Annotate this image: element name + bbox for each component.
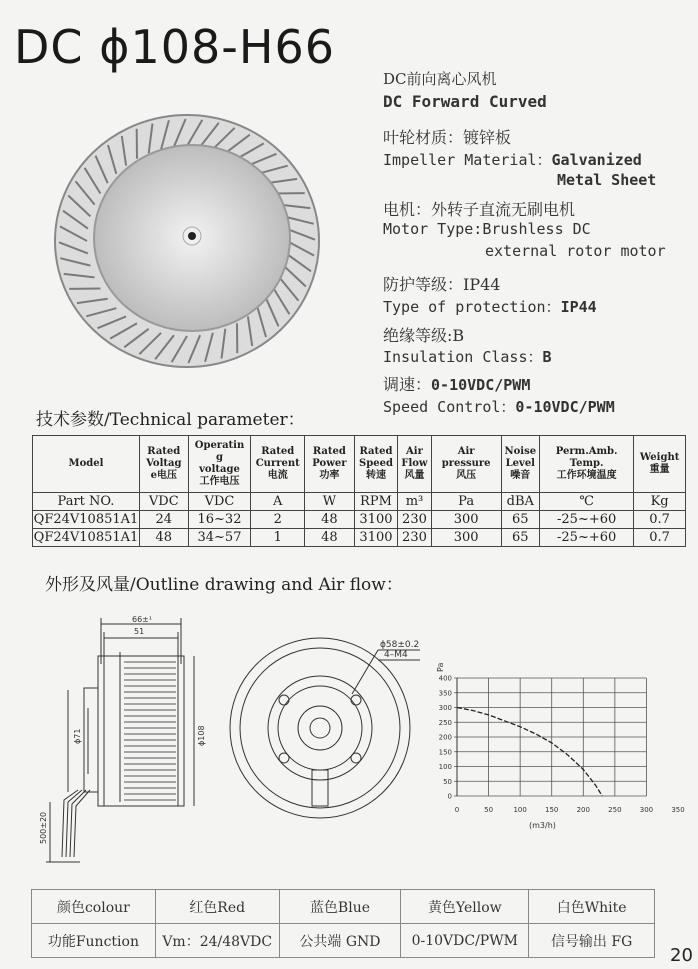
colour-table-cell: Vm：24/48VDC [155, 924, 279, 958]
outline-heading: 外形及风量/Outline drawing and Air flow： [45, 575, 403, 595]
header-line: Rated [147, 446, 181, 457]
header-line: Operatin [194, 440, 245, 451]
speed-control-en: Speed Control：0-10VDC/PWM [383, 398, 615, 416]
table-header-row [33, 436, 686, 493]
unit-cell: W [305, 493, 355, 511]
header-line: Rated [359, 446, 393, 457]
x-tick-label: 150 [545, 806, 559, 814]
side-view-drawing [28, 612, 208, 882]
protection-cn: 防护等级：IP44 [383, 275, 501, 294]
header-line: 工作电压 [199, 476, 240, 487]
x-tick-label: 50 [484, 806, 494, 814]
header-line: e电压 [150, 470, 177, 481]
header-line: Perm.Amb. [555, 446, 618, 457]
airflow-chart [425, 650, 690, 835]
table-cell: 24 [139, 511, 188, 529]
impeller-illustration [52, 112, 322, 370]
header-line: 风压 [456, 470, 477, 481]
table-cell: 0.7 [634, 529, 686, 547]
subtitle-en: DC Forward Curved [383, 92, 547, 111]
table-header-cell [501, 436, 539, 493]
table-cell: 3100 [354, 529, 398, 547]
table-cell: -25~+60 [540, 511, 634, 529]
table-cell: -25~+60 [540, 529, 634, 547]
table-cell: 300 [431, 511, 501, 529]
unit-cell: Kg [634, 493, 686, 511]
table-header-cell [431, 436, 501, 493]
table-header-cell [354, 436, 398, 493]
header-line: Temp. [569, 458, 604, 469]
colour-table-row [32, 924, 655, 958]
colour-table-cell: 信号输出 FG [529, 924, 655, 958]
insulation-en: Insulation Class：B [383, 348, 552, 366]
header-line: Air [406, 446, 423, 457]
dim-71: ϕ71 [73, 728, 82, 744]
header-line: 功率 [319, 470, 340, 481]
table-row [33, 511, 686, 529]
dim-51: 51 [134, 627, 145, 636]
x-tick-label: 100 [513, 806, 527, 814]
table-header-cell [251, 436, 305, 493]
table-cell: 65 [501, 529, 539, 547]
dim-108: ϕ108 [197, 725, 206, 746]
chart-ylabel: Pa [436, 662, 445, 672]
table-header-cell [398, 436, 431, 493]
table-header-cell [188, 436, 251, 493]
header-line: Air [457, 446, 475, 457]
table-cell: 16~32 [188, 511, 251, 529]
header-line: g [215, 452, 223, 463]
y-tick-label: 350 [438, 689, 452, 698]
header-line: Power [312, 458, 347, 469]
dim-500: 500±20 [39, 811, 48, 844]
page-title: DC ϕ108-H66 [14, 20, 336, 74]
table-cell: 48 [305, 529, 355, 547]
x-tick-label: 350 [671, 806, 685, 814]
header-line: 电流 [267, 470, 288, 481]
unit-cell: RPM [354, 493, 398, 511]
x-tick-label: 250 [608, 806, 622, 814]
table-cell: 48 [139, 529, 188, 547]
colour-table-cell: 黄色Yellow [401, 890, 529, 924]
header-line: Level [505, 458, 535, 469]
table-cell: 34~57 [188, 529, 251, 547]
speed-control-cn: 调速：0-10VDC/PWM [383, 375, 531, 394]
unit-cell: dBA [501, 493, 539, 511]
insulation-cn: 绝缘等级:B [383, 326, 465, 345]
header-line: 噪音 [510, 470, 531, 481]
unit-cell: ℃ [540, 493, 634, 511]
header-line: Voltag [146, 458, 182, 469]
table-cell: 65 [501, 511, 539, 529]
dim-66: 66±¹ [132, 615, 153, 624]
y-tick-label: 0 [447, 792, 452, 801]
impeller-material-en: Impeller Material：Galvanized [383, 151, 642, 169]
colour-table-cell: 颜色colour [32, 890, 156, 924]
y-tick-label: 50 [443, 777, 452, 786]
table-cell: QF24V10851A1 [33, 511, 139, 527]
table-header-cell [305, 436, 355, 493]
header-line: 工作环境温度 [556, 470, 617, 481]
header-line: 转速 [365, 470, 386, 481]
table-cell: 300 [431, 529, 501, 547]
y-tick-label: 150 [438, 748, 452, 757]
motor-type-en: Motor Type:Brushless DC [383, 220, 591, 238]
table-unit-row [33, 493, 686, 511]
tech-param-heading: 技术参数/Technical parameter： [36, 410, 305, 430]
header-line: Flow [401, 458, 428, 469]
header-line: 风量 [404, 470, 425, 481]
header-line: Weight [639, 452, 680, 463]
header-line: Noise [504, 446, 537, 457]
colour-table-row [32, 890, 655, 924]
table-header-cell [139, 436, 188, 493]
unit-cell: m³ [398, 493, 431, 511]
header-line: voltage [199, 464, 240, 475]
y-tick-label: 200 [438, 733, 452, 742]
table-cell: 0.7 [634, 511, 686, 529]
table-cell: 230 [398, 511, 431, 529]
x-tick-label: 0 [454, 806, 460, 814]
table-header-cell [634, 436, 686, 493]
unit-cell: A [251, 493, 305, 511]
motor-type-en-2: external rotor motor [485, 242, 666, 260]
motor-type-cn: 电机：外转子直流无刷电机 [383, 200, 576, 219]
impeller-material-value2: Metal Sheet [557, 171, 657, 189]
header-line: pressure [441, 458, 491, 469]
x-tick-label: 200 [576, 806, 590, 814]
dim-58: ϕ58±0.2 [380, 640, 420, 650]
table-cell: 230 [398, 529, 431, 547]
header-line: Model [68, 458, 104, 469]
table-header-cell [540, 436, 634, 493]
colour-table-cell: 红色Red [155, 890, 279, 924]
table-cell: 2 [251, 511, 305, 529]
table-cell: QF24V10851A1 [33, 529, 139, 545]
colour-table-cell: 白色White [529, 890, 655, 924]
header-line: 重量 [649, 464, 670, 475]
table-cell: 1 [251, 529, 305, 547]
y-tick-label: 400 [438, 674, 452, 683]
table-header-cell [33, 436, 140, 493]
header-line: Current [255, 458, 300, 469]
table-cell: 3100 [354, 511, 398, 529]
unit-cell: Pa [431, 493, 501, 511]
unit-cell: Part NO. [33, 493, 140, 511]
y-tick-label: 250 [438, 718, 452, 727]
header-line: Speed [359, 458, 393, 469]
front-view-drawing [228, 636, 428, 826]
colour-table-cell: 功能Function [32, 924, 156, 958]
protection-en: Type of protection：IP44 [383, 298, 597, 316]
colour-table-cell: 蓝色Blue [279, 890, 401, 924]
dim-m4: 4–M4 [384, 650, 408, 660]
page-number: 20 [670, 945, 693, 966]
wire-colour-table [31, 889, 655, 958]
table-cell: 48 [305, 511, 355, 529]
tech-param-table [32, 435, 686, 547]
colour-table-cell: 公共端 GND [279, 924, 401, 958]
subtitle-cn: DC前向离心风机 [383, 70, 497, 88]
chart-xlabel: (m3/h) [529, 821, 556, 830]
unit-cell: VDC [188, 493, 251, 511]
unit-cell: VDC [139, 493, 188, 511]
y-tick-label: 100 [438, 763, 452, 771]
header-line: Rated [312, 446, 346, 457]
impeller-material-cn: 叶轮材质：镀锌板 [383, 128, 512, 147]
header-line: Rated [261, 446, 295, 457]
table-row [33, 529, 686, 547]
y-tick-label: 300 [438, 704, 452, 712]
colour-table-cell: 0-10VDC/PWM [401, 924, 529, 958]
x-tick-label: 300 [639, 806, 654, 814]
